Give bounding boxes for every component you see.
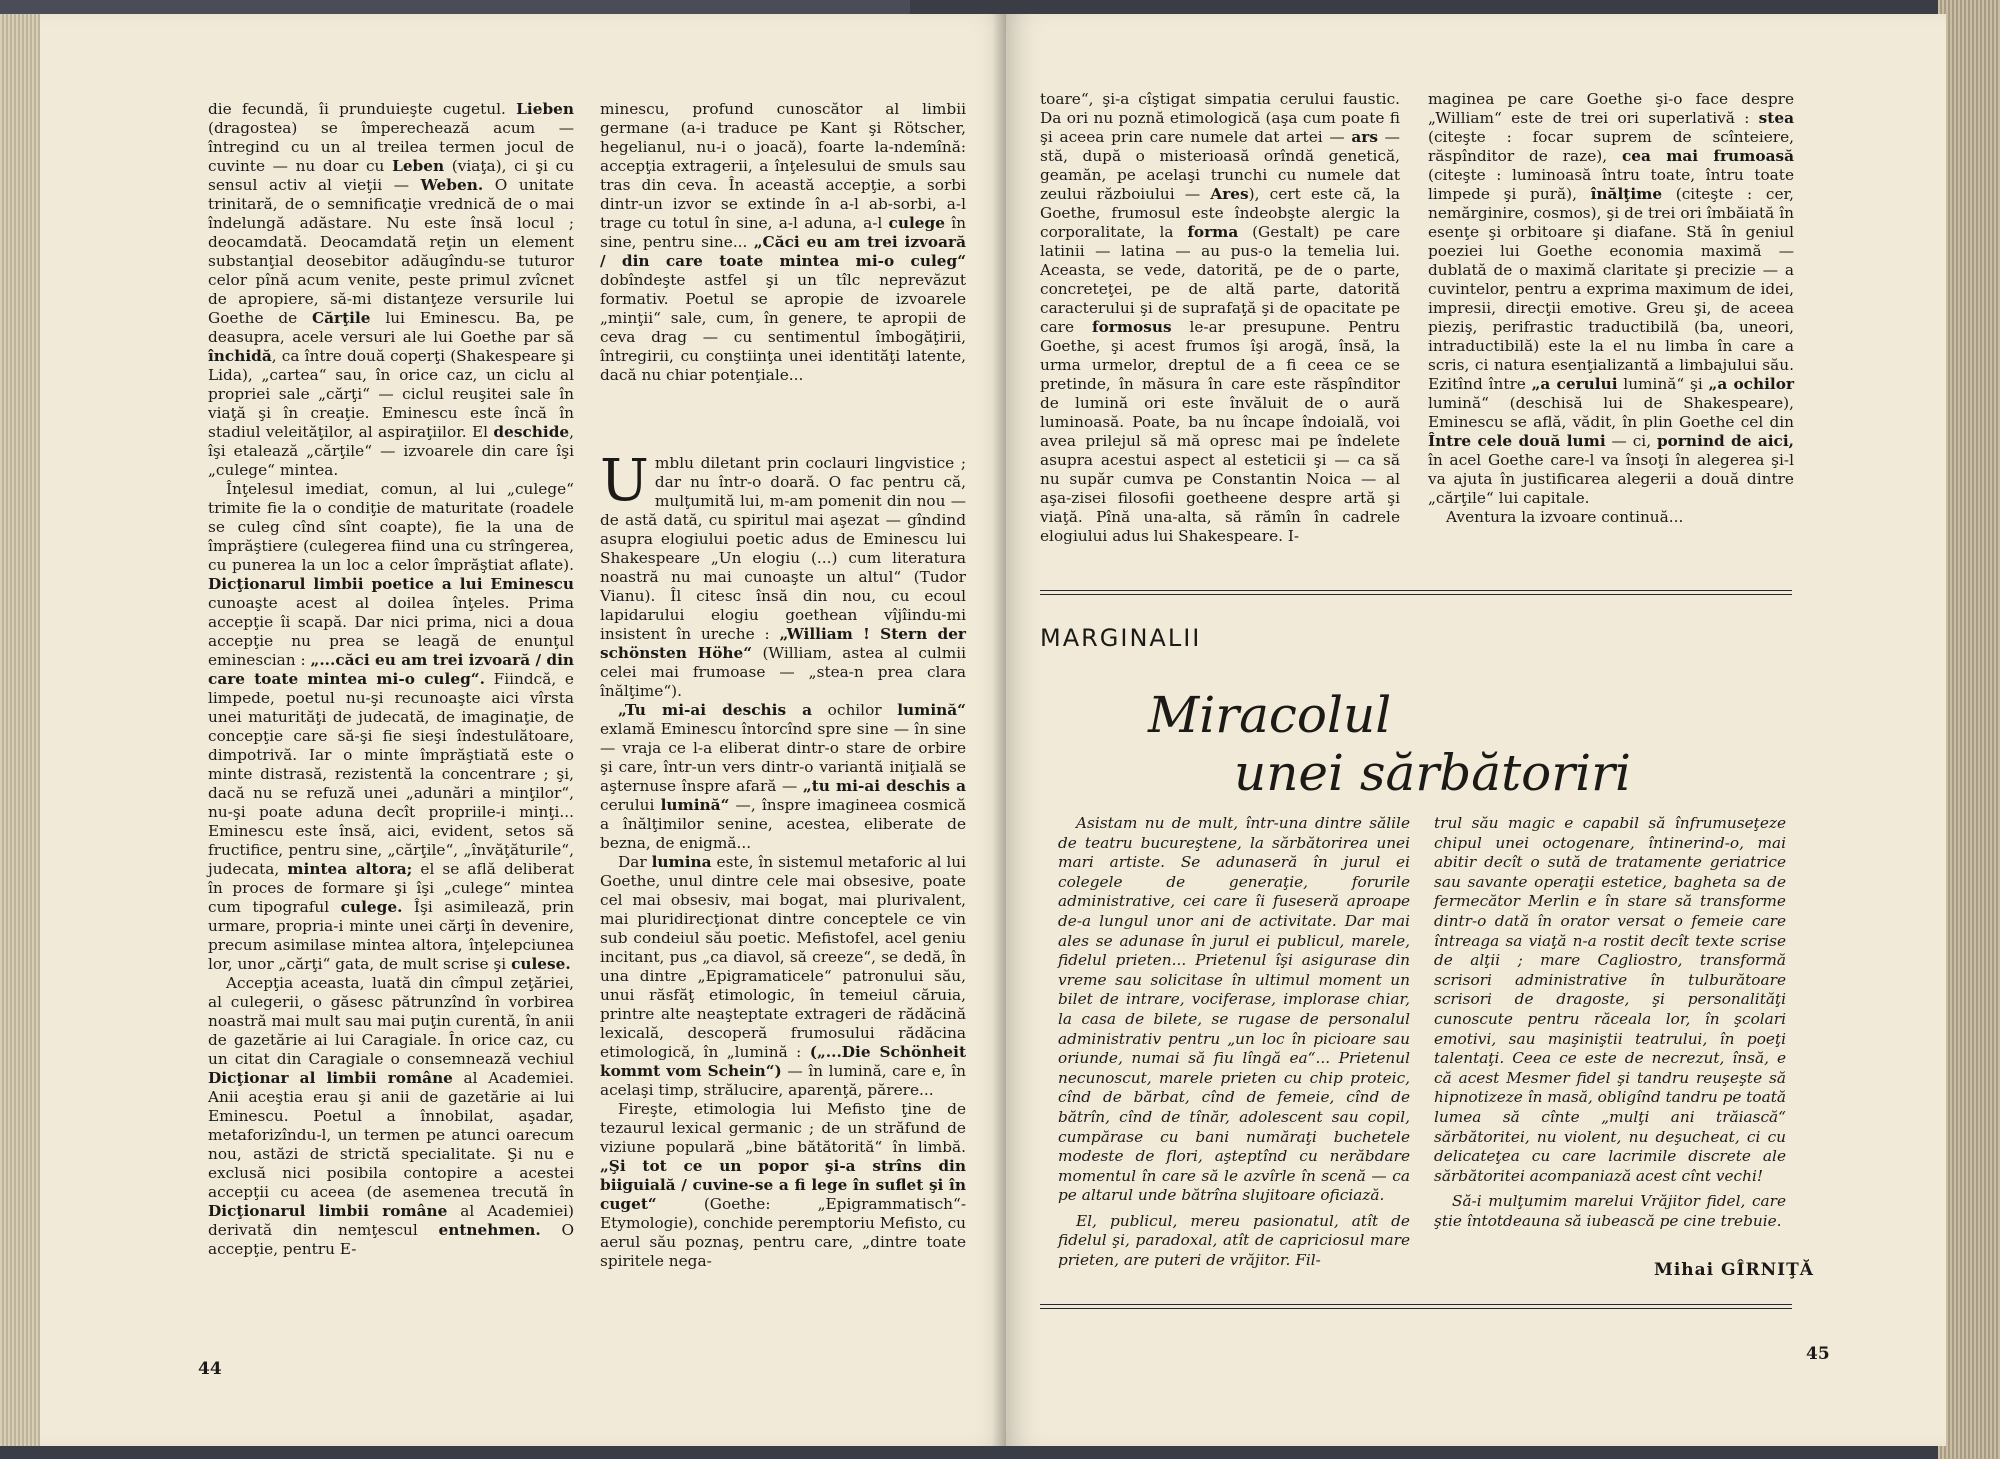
paragraph: Fireşte, etimologia lui Mefisto ţine de tezaurul lexical germanic ; de un străfund de viziune populară „bine bătătorită“ în limbă. „Şi tot ce un popor şi-a strîns din biiguială / cuvine-se a fi lege în suflet şi în cuget“ (Goethe: „Epigrammatisch“-Etymologie), conchide peremptoriu Mefisto, cu aerul său poznaş, pentru care, „dintre toate spiritele nega- [600,1100,966,1270]
left-column-2-bottom [600,446,967,1271]
article-column-2 [1434,814,1786,1231]
article-column-1 [1058,814,1410,1271]
right-column-1 [1040,90,1400,546]
drop-cap: U [600,446,649,514]
paragraph: Înţelesul imediat, comun, al lui „culege“ trimite fie la o condiţie de maturitate (roadele se culeg cînd sînt coapte), fie la una de împrăştiere (culegerea fiind una cu strîngerea, cu punerea la un loc a celor împrăştiat aflate). Dicţionarul limbii poetice a lui Eminescu cunoaşte acest al doilea înţeles. Prima accepţie îi scapă. Dar nici prima, nici a doua accepţie nu prea se leagă de enunţul eminescian : „...căci eu am trei izvoară / din care toate mintea mi-o culeg“. Fiindcă, e limpede, poetul nu-şi recunoaşte aici vîrsta unei maturităţi de judecată, de imaginaţie, de concepţie care să-şi fie sieşi îndestulătoare, dimpotrivă. Iar o minte împrăştiată este o minte distrasă, rezistentă la concentrare ; şi, dacă nu se refuză unei „adunări a minţilor“, nu-şi poate aduna decît propriile-i minţi... Eminescu este însă, aici, evident, setos să fructifice, pentru sine, „cărţile“, „învăţăturile“, judecata, mintea altora; el se află deliberat în proces de formare şi îşi „culege“ mintea cum tipograful culege. Îşi asimilează, prin urmare, propria-i minte unei cărţi în devenire, precum asimilase mintea altora, înţelepciunea lor, unor „cărţi“ gata, de mult scrise şi culese. [208,480,575,973]
paragraph: Accepţia aceasta, luată din cîmpul zeţăriei, al culegerii, o găsesc pătrunzînd în vorbirea noastră mai mult sau mai puţin curentă, în anii de gazetărie ai lui Caragiale. În orice caz, cu un citat din Caragiale o consemnează vechiul Dicţionar al limbii române al Academiei. Anii aceştia erau şi anii de gazetărie ai lui Eminescu. Poetul a înnobilat, aşadar, metaforizîndu-l, un termen pe atunci oarecum nou, astăzi de strictă specialitate. Şi nu e exclusă nici posibila contopire a acestei accepţii cu aceea (de asemenea trecută în Dicţionarul limbii române al Academiei) derivată din nemţescul entnehmen. O accepţie, pentru E- [208,974,574,1258]
right-column-2 [1428,90,1794,527]
paragraph: toare“, şi-a cîştigat simpatia cerului faustic. Da ori nu poznă etimologică (aşa cum poate fi şi aceea prin care numele dat artei — ars — stă, după o misterioasă orîndă genetică, geamăn, pe acelaşi trunchi cu numele dat zeului războiului — Ares), cert este că, la Goethe, frumosul este îndeobşte alergic la corporalitate, la forma (Gestalt) pe care latinii — latina — au pus-o la temelia lui. Aceasta, se vede, datorită, pe de o parte, concreteţei, pe de altă parte, datorită caracterului şi de suprafaţă şi de opacitate pe care formosus le-ar presupune. Pentru Goethe, şi acest frumos îşi arogă, însă, la urma urmelor, dreptul de a fi ceea ce se pretinde, în măsura în care este răspînditor de lumină ori este învăluit de o aură luminoasă. Poate, ba nu încape îndoială, voi avea prilejul să mă opresc mai pe îndelete asupra acestui aspect al esteticii şi — ca să nu supăr cumva pe Constantin Noica — al aşa-zisei filosofii goetheene despre artă şi viaţă. Pînă una-alta, să rămîn în cadrele elogiului adus lui Shakespeare. I- [1040,90,1401,545]
page-number-left: 44 [198,1359,222,1379]
section-label: MARGINALII [1040,624,1202,652]
section-rule-top [1040,590,1792,595]
paragraph: die fecundă, îi prunduieşte cugetul. Lieben (dragostea) se împerechează acum — întregind cu un al treilea termen jocul de cuvinte — nu doar cu Leben (viaţa), ci şi cu sensul activ al vieţii — Weben. O unitate trinitară, de o semnificaţie vrednică de o mai îndelungă adăstare. Nu este însă locul ; deocamdată. Deocamdată reţin un element substanţial deosebitor adăugîndu-se tuturor celor pînă acum venite, peste primul zvîcnet de apropiere, să-mi distanţeze versurile lui Goethe de Cărţile lui Eminescu. Ba, pe deasupra, acele versuri ale lui Goethe par să închidă, ca între două coperţi (Shakespeare şi Lida), „cartea“ sau, în orice caz, un ciclu al propriei sale „cărţi“ — ciclul reuşitei sale în viaţă şi în creaţie. Eminescu este încă în stadiul veleităţilor, al aspiraţiilor. El deschide, îşi etalează „cărţile“ — izvoarele din care îşi „culege“ mintea. [208,100,575,479]
paragraph: Dar lumina este, în sistemul metaforic al lui Goethe, unul dintre cele mai obsesive, poate cel mai obsesiv, mai bogat, mai plurivalent, mai pluridirecţionat dintre conceptele ce vin sub condeiul său poetic. Mefistofel, acel geniu incitant, pus „ca diavol, să creeze“, se dedă, în una dintre „Epigramaticele“ patronului său, unui răsfăţ etimologic, în temeiul căruia, printre alte neaşteptate extrageri de rădăcină lexicală, descoperă frumosului rădăcina etimologică, în „lumină : („...Die Schönheit kommt vom Schein“) — în lumină, care e, în acelaşi timp, strălucire, aparenţă, părere... [600,853,967,1099]
right-page-edges [1938,0,2000,1459]
paragraph: „Tu mi-ai deschis a ochilor lumină“ exlamă Eminescu întorcînd spre sine — în sine — vraja ce l-a eliberat dintr-o stare de orbire şi care, într-un vers dintr-o variantă iniţială se aşternuse înspre afară — „tu mi-ai deschis a cerului lumină“ —, înspre imagineea cosmică a înălţimilor senine, acestea, eliberate de bezna, de enigmă... [600,701,967,852]
paragraph: trul său magic e capabil să înfrumuseţeze chipul unei octogenare, întinerind-o, mai abitir decît o sută de tratamente geriatrice sau savante operaţii estetice, bagheta sa de fermecător Merlin e în stare să transforme dintr-o dată în orator versat o femeie care întreaga sa viaţă n-a rostit decît texte scrise de alţii ; mare Cagliostro, transformă scrisori administrative în tulburătoare scrisori de dragoste, şi personalităţi cunoscute pentru răceala lor, în şcolari emotivi, sau maşiniştii teatrului, în poeţi talentaţi. Ceea ce este de necrezut, însă, e că acest Mesmer fidel şi tandru reuşeşte să hipnotizeze în masă, obligînd tandru pe toată lumea să cînte „mulţi ani trăiască“ sărbătoritei, nu violent, nu deşucheat, ci cu delicateţea cu care lacrimile discrete ale sărbătoritei acompaniază acest cînt vechi! [1434,814,1787,1185]
left-column-2-top [600,100,966,385]
paragraph: Asistam nu de mult, într-una dintre sălile de teatru bucureştene, la sărbătorirea unei mari artiste. Se adunaseră în jurul ei colegele de generaţie, forurile administrative, cei care îi fuseseră aproape de-a lungul unor ani de activitate. Dar mai ales se adunase în jurul ei publicul, marele, fidelul prieten... Prietenul îşi asigurase din vreme sau solicitase în ultimul moment un bilet de intrare, vociferase, implorase chiar, la casa de bilete, se rugase de personalul administrativ pentru „un loc în picioare sau oriunde, numai să fiu lîngă ea“... Prietenul necunoscut, marele prieten cu chip proteic, cînd de bărbat, cînd de femeie, cînd de bătrîn, cînd de tînăr, adolescent sau copil, cumpărase cu bani număraţi buchetele modeste de flori, aşteptînd cu nerăbdare momentul în care să le azvîrle în scenă — ca pe altarul unde bătrîna slujitoare oficiază. [1058,814,1410,1205]
paragraph: Să-i mulţumim marelui Vrăjitor fidel, care ştie întotdeauna să iubească pe cine trebuie. [1434,1192,1786,1230]
left-page [40,14,1010,1446]
article-signature: Mihai GÎRNIŢĂ [1654,1260,1814,1280]
paragraph: Umblu diletant prin coclauri lingvistice ; dar nu într-o doară. O fac pentru că, mulţumită lui, m-am pomenit din nou — de astă dată, cu spiritul mai aşezat — gîndind asupra elogiului poetic adus de Eminescu lui Shakespeare „Un elogiu (...) cum literatura noastră nu mai cunoaşte un altul“ (Tudor Vianu). Îl citesc însă din nou, cu ecoul lapidarului elogiu goethean vîjîindu-mi insistent în ureche : „William ! Stern der schönsten Höhe“ (William, astea al culmii celei mai frumoase — „stea-n prea clara înălţime“). [600,446,966,700]
page-number-right: 45 [1806,1344,1830,1364]
headline-line-2: unei sărbătoriri [1234,744,1632,802]
right-page [1006,14,1946,1446]
headline-line-1: Miracolul [1148,686,1392,744]
left-column-1 [208,100,574,1259]
paragraph: El, publicul, mereu pasionatul, atît de fidelul şi, paradoxal, atît de capriciosul mare prieten, are puteri de vrăjitor. Fil- [1058,1211,1410,1270]
paragraph: maginea pe care Goethe şi-o face despre „William“ este de trei ori superlativă : stea (citeşte : focar suprem de scînteiere, răspînditor de raze), cea mai frumoasă (citeşte : luminoasă întru toate, întru toate limpede şi pură), înălţime (citeşte : cer, nemărginire, cosmos), şi de trei ori îmbăiată în esenţe şi orbitoare şi diafane. Stă în geniul poeziei lui Goethe economia maximă — dublată de o maximă claritate şi precizie — a cuvintelor, pentru a exprima maximum de idei, impresii, direcţii emotive. Greu şi, de aceea pieziş, perifrastic traductibilă (ba, uneori, intraductibilă) este la el nu limba în care a scris, ci natura esenţializantă a limbajului său. Ezitînd între „a cerului lumină“ şi „a ochilor lumină“ (deschisă lui de Shakespeare), Eminescu se află, vădit, în plin Goethe cel din Între cele două lumi — ci, pornind de aici, în acel Goethe care-l va însoţi în alegerea şi-l va ajuta în justificarea alegerii a două dintre „cărţile“ lui capitale. [1428,90,1795,507]
section-rule-bottom [1040,1304,1792,1309]
paragraph: Aventura la izvoare continuă... [1446,508,1684,526]
paragraph: minescu, profund cunoscător al limbii germane (a-i traduce pe Kant şi Rötscher, hegelianul, nu-i o joacă), foarte la-ndemînă: accepţia extragerii, a înţelesului de smuls sau tras din ceva. În această accepţie, a sorbi dintr-un izvor se extinde în a-l ab-sorbi, a-l trage cu totul în sine, a-l aduna, a-l culege în sine, pentru sine... „Căci eu am trei izvoară / din care toate mintea mi-o culeg“ dobîndeşte astfel şi un tîlc neprevăzut formativ. Poetul se apropie de izvoarele „minţii“ sale, cum, în genere, te apropii de ceva drag — cu sentimentul îmbogăţirii, întregirii, cu conştiinţa unei identităţi latente, dacă nu chiar potenţiale... [600,100,966,384]
